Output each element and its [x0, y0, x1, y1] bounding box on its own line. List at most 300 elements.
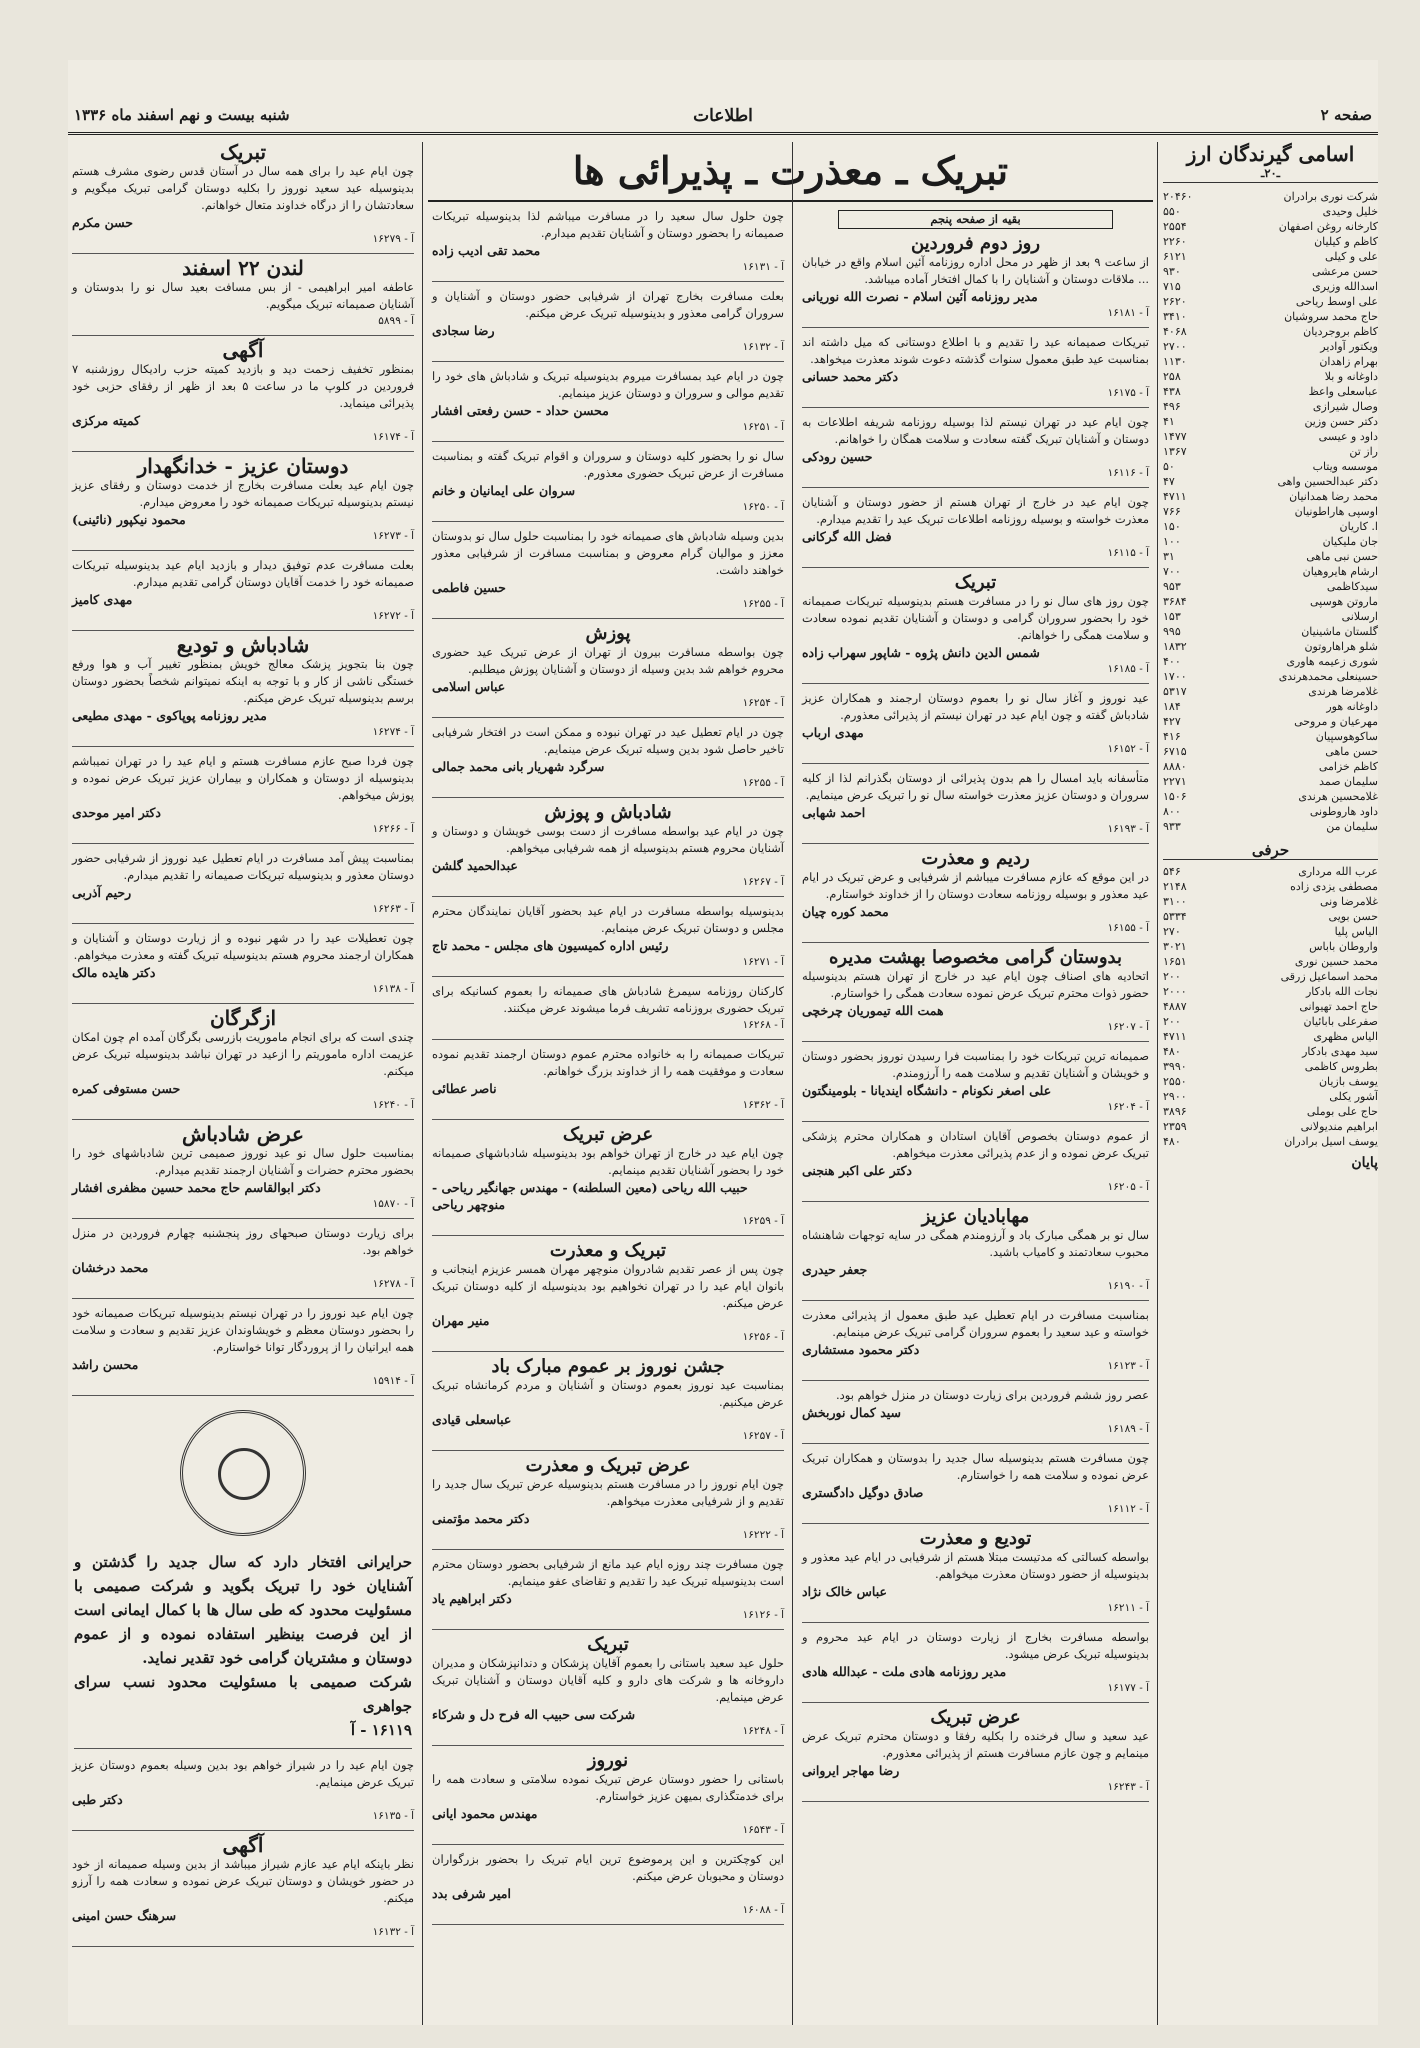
- notice-item: [432, 288, 784, 362]
- recipient-amount: ۱۵۰: [1163, 520, 1181, 533]
- notice-code: ۱۶۲۴۳ - آ: [1107, 1781, 1149, 1793]
- notice-signature: صادق دوگیل دادگستری: [802, 1485, 924, 1500]
- exchange-row: [1163, 954, 1378, 969]
- recipient-name: ارشام هایروهیان: [1302, 565, 1378, 578]
- notice-body: تبریکات صمیمانه عید را تقدیم و با اطلاع دوستانی که میل داشته اند بمناسبت عید طبق معمول سنوات گذشته دعوت شوند معذرت میخواهد.: [802, 335, 1149, 366]
- exchange-row: [1163, 564, 1378, 579]
- exchange-row: [1163, 444, 1378, 459]
- notice-signature: همت الله تیموریان چرخچی: [802, 1003, 944, 1018]
- recipient-name: داوغانه و بلا: [1324, 370, 1378, 383]
- exchange-row: [1163, 669, 1378, 684]
- recipient-amount: ۱۵۰۶: [1163, 790, 1187, 803]
- recipient-amount: ۱۸۴: [1163, 700, 1181, 713]
- notice-code: ۱۶۵۴۳ - آ: [742, 1824, 784, 1836]
- recipient-amount: ۷۰۰: [1163, 565, 1181, 578]
- notice-body: چون حلول سال سعید را در مسافرت میباشم لذا بدینوسیله تبریکات صمیمانه را بحضور دوستان و آشنایان تقدیم میدارم.: [432, 209, 784, 240]
- recipient-name: علی و کیلی: [1324, 250, 1378, 263]
- recipient-amount: ۱۷۰۰: [1163, 670, 1187, 683]
- exchange-row: [1163, 1014, 1378, 1029]
- notice-body: کارکنان روزنامه سیمرغ شادباش های صمیمانه را بعموم کسانیکه برای تبریک حضوری بروزنامه تشریف فرما میشوند عرض میکنند.: [432, 984, 784, 1015]
- recipient-name: بطروس کاظمی: [1304, 1060, 1378, 1073]
- exchange-row: [1163, 414, 1378, 429]
- exchange-title: اسامی گیرندگان ارز: [1186, 142, 1355, 166]
- notice-code: ۱۶۳۶۲ - آ: [742, 1099, 784, 1111]
- recipient-amount: ۳۶۸۴: [1163, 595, 1187, 608]
- notice-body: تبریکات صمیمانه را به خانواده محترم عموم دوستان ارجمند تقدیم نموده سعادت و موفقیت همه را از خداوند بزرگ خواهانم.: [432, 1047, 784, 1078]
- recipient-name: عرب الله مرداری: [1298, 865, 1378, 878]
- notice-body: در این موقع که عازم مسافرت میباشم از شرفیابی و عرض تبریک در ایام عید معذور و بوسیله روزنامه سعادت دوستان را از خداوند خواستارم.: [802, 870, 1149, 901]
- recipient-name: نجات الله بادکار: [1305, 985, 1378, 998]
- continued-label: بقیه از صفحه پنجم: [838, 210, 1113, 229]
- recipient-amount: ۹۹۵: [1163, 625, 1181, 638]
- recipient-name: یوسف بازیان: [1318, 1075, 1378, 1088]
- notice-signature: ناصر عطائی: [432, 1081, 497, 1096]
- exchange-row: [1163, 819, 1378, 834]
- notice-body: چون مسافرت هستم بدینوسیله سال جدید را بدوستان و همکاران تبریک عرض نموده و سلامت همه را خواستارم.: [802, 1451, 1149, 1482]
- recipient-amount: ۷۱۵: [1163, 280, 1181, 293]
- recipient-name: دکتر عبدالحسین واهی: [1277, 475, 1378, 488]
- notice-signature: محسن راشد: [72, 1357, 139, 1372]
- notice-item: [802, 770, 1149, 844]
- exchange-row: [1163, 624, 1378, 639]
- recipient-name: غلامحسین هرندی: [1298, 790, 1378, 803]
- recipient-amount: ۵۳۱۷: [1163, 685, 1187, 698]
- exchange-row: [1163, 984, 1378, 999]
- notice-body: چون ایام نوروز را در مسافرت هستم بدینوسیله عرض تبریک سال جدید را تقدیم و از شرفیابی معذرت میخواهم.: [432, 1477, 784, 1508]
- notice-code: ۱۶۲۷۱ - آ: [742, 956, 784, 968]
- exchange-list-2: [1163, 864, 1378, 1149]
- notice-body: چون در ایام عید بواسطه مسافرت از دست بوسی خویشان و دوستان و آشنایان محروم هستم بدینوسیله از همه شرفیابی میخواهم.: [432, 824, 784, 855]
- recipient-amount: ۳۸۹۶: [1163, 1105, 1187, 1118]
- exchange-row: [1163, 279, 1378, 294]
- recipient-amount: ۱۵۳: [1163, 610, 1181, 623]
- notices-column-4: [68, 142, 418, 2025]
- notice-signature: امیر شرفی بدد: [432, 1886, 511, 1901]
- notice-item: [72, 633, 414, 747]
- notice-code: ۱۶۲۶۷ - آ: [742, 876, 784, 888]
- notice-code: ۱۶۲۵۴ - آ: [742, 697, 784, 709]
- notice-item: [802, 235, 1149, 328]
- jeweler-ad-signature: شرکت صمیمی با مسئولیت محدود نسب سرای جواهری: [74, 1673, 412, 1715]
- notice-code: ۱۶۱۳۲ - آ: [372, 1926, 414, 1938]
- recipient-amount: ۲۹۰۰: [1163, 1090, 1187, 1103]
- notice-item: [432, 983, 784, 1040]
- exchange-section-title: حرفی: [1163, 842, 1378, 860]
- notice-body: متأسفانه باید امسال را هم بدون پذیرائی از دوستان بگذرانم لذا از کلیه سروران و دوستان عزیز معذرت خواسته سال نو را تبریک عرض مینمایم.: [802, 771, 1149, 802]
- recipient-name: دکتر حسن وزین: [1304, 415, 1378, 428]
- notice-body: عید نوروز و آغاز سال نو را بعموم دوستان ارجمند و همکاران عزیز شادباش گفته و چون ایام عید در تهران نیستم از پذیرائی معذورم.: [802, 691, 1149, 722]
- recipient-name: حاج احمد تهیوانی: [1299, 1000, 1378, 1013]
- notice-body: چون بواسطه مسافرت بیرون از تهران از عرض تبریک عید حضوری محروم خواهم شد بدین وسیله از دوستان و آشنایان پوزش میطلبم.: [432, 645, 784, 676]
- main-title: تبریک ـ معذرت ـ پذیرائی ها: [428, 142, 1153, 202]
- recipient-name: الیاس مظهری: [1313, 1030, 1378, 1043]
- recipient-amount: ۴۳۸: [1163, 385, 1181, 398]
- recipient-name: راز تن: [1349, 445, 1378, 458]
- notice-item: [432, 804, 784, 897]
- notice-code: ۱۶۱۸۹ - آ: [1107, 1423, 1149, 1435]
- column-divider: [792, 142, 793, 2025]
- recipient-amount: ۵۰: [1163, 460, 1175, 473]
- issue-date: شنبه بیست و نهم اسفند ماه ۱۳۳۶: [74, 106, 290, 124]
- notice-signature: عبدالحمید گلشن: [432, 858, 518, 873]
- notice-signature: علی اصغر نکونام - دانشگاه ایندیانا - بلومینگتون: [802, 1083, 1052, 1098]
- notice-body: چون در ایام عید بمسافرت میروم بدینوسیله تبریک و شادباش های خود را تقدیم موالی و سروران و دوستان عزیز مینمایم.: [432, 369, 784, 400]
- notice-item: [432, 1242, 784, 1352]
- notice-code: ۱۶۱۳۱ - آ: [742, 261, 784, 273]
- recipient-name: غلامرضا هرندی: [1308, 685, 1378, 698]
- notice-code: ۱۶۱۳۲ - آ: [742, 341, 784, 353]
- notice-code: ۱۶۲۱۱ - آ: [1107, 1602, 1149, 1614]
- notice-signature: دکتر هایده مالک: [72, 965, 156, 980]
- masthead: [68, 102, 1378, 135]
- notice-code: ۱۶۲۷۹ - آ: [372, 233, 414, 245]
- notice-item: [802, 1128, 1149, 1202]
- notice-signature: مدیر روزنامه هادی ملت - عبدالله هادی: [802, 1664, 1007, 1679]
- recipient-amount: ۲۷۰: [1163, 925, 1181, 938]
- notice-title: شادباش و تودیع: [176, 633, 310, 657]
- notice-item: [72, 930, 414, 1004]
- exchange-row: [1163, 1044, 1378, 1059]
- notice-title: ازگرگان: [209, 1006, 277, 1030]
- notice-item: [72, 256, 414, 336]
- recipient-name: ابراهیم مندیولانی: [1300, 1120, 1378, 1133]
- recipient-amount: ۴۰۰: [1163, 655, 1181, 668]
- notice-body: بواسطه مسافرت بخارج از زیارت دوستان در ایام عید محروم و بدینوسیله تبریک عرض میشود.: [802, 1630, 1149, 1661]
- notice-body: از ساعت ۹ بعد از ظهر در محل اداره روزنامه آئین اسلام واقع در خیابان ... ملاقات دوستان و آشنایان را با کمال افتخار آماده میباشد.: [802, 255, 1149, 286]
- exchange-row: [1163, 1104, 1378, 1119]
- recipient-name: مهرعیان و مروحی: [1294, 715, 1378, 728]
- notice-item: [802, 1450, 1149, 1524]
- notice-title: ردیم و معذرت: [921, 848, 1030, 869]
- notice-title: لندن ۲۲ اسفند: [182, 256, 304, 280]
- recipient-name: حسن ماهی: [1325, 745, 1378, 758]
- notice-body: بدین وسیله شادباش های صمیمانه خود را بمناسبت حلول سال نو بدوستان معزز و موالیان گرام معروض و بمناسبت مسافرت از شرفیابی معذور خواهند داشت.: [432, 529, 784, 577]
- notice-item: [432, 528, 784, 619]
- recipient-amount: ۴۹۶: [1163, 400, 1181, 413]
- jeweler-ad-code: ۱۶۱۱۹ - آ: [350, 1721, 412, 1739]
- notice-item: [432, 1358, 784, 1451]
- notices-column-2: [798, 208, 1153, 2025]
- notice-title: نوروز: [587, 1750, 629, 1771]
- notice-signature: جعفر حیدری: [802, 1262, 868, 1277]
- notice-code: ۱۶۲۴۸ - آ: [742, 1725, 784, 1737]
- exchange-row: [1163, 909, 1378, 924]
- recipient-name: محمد اسماعیل زرقی: [1280, 970, 1378, 983]
- recipient-name: حسینعلی محمدهرندی: [1278, 670, 1378, 683]
- recipient-amount: ۹۳۳: [1163, 820, 1181, 833]
- notice-item: [802, 850, 1149, 943]
- recipient-name: حسن مرعشی: [1312, 265, 1378, 278]
- recipient-name: ساکوهوسپیان: [1315, 730, 1378, 743]
- notice-code: ۱۶۱۳۸ - آ: [372, 983, 414, 995]
- exchange-row: [1163, 924, 1378, 939]
- notice-item: [802, 1387, 1149, 1444]
- notice-signature: دکتر امیر موحدی: [72, 805, 161, 820]
- exchange-column: [1163, 142, 1378, 2025]
- notice-item: [802, 1709, 1149, 1802]
- recipient-amount: ۲۵۵۴: [1163, 220, 1187, 233]
- notice-code: ۱۶۲۰۷ - آ: [1107, 1021, 1149, 1033]
- notice-signature: مدیر روزنامه پوپاکوی - مهدی مطیعی: [72, 708, 267, 723]
- notice-code: ۱۶۱۹۳ - آ: [1107, 823, 1149, 835]
- notice-title: روز دوم فروردین: [910, 233, 1041, 254]
- notice-signature: محمد کوره چیان: [802, 904, 889, 919]
- notice-title: تبریک: [954, 572, 997, 593]
- notice-code: ۱۶۲۶۸ - آ: [742, 1019, 784, 1031]
- exchange-row: [1163, 774, 1378, 789]
- recipient-name: ارسلانی: [1341, 610, 1378, 623]
- notice-title: عرض تبریک و معذرت: [525, 1455, 691, 1476]
- notice-signature: سرگرد شهریار بانی محمد جمالی: [432, 759, 605, 774]
- recipient-amount: ۴۲۷: [1163, 715, 1181, 728]
- exchange-row: [1163, 294, 1378, 309]
- recipient-name: کاظم بروجردیان: [1303, 325, 1378, 338]
- notice-signature: محمود نیکپور (نائینی): [72, 512, 186, 527]
- notice-item: [432, 1457, 784, 1550]
- notice-item: [432, 1636, 784, 1746]
- notice-body: از عموم دوستان بخصوص آقایان استادان و همکاران محترم پزشکی تبریک عرض نموده و از عدم پذیرائی معذرت میخواهم.: [802, 1129, 1149, 1160]
- recipient-amount: ۴۷۱۱: [1163, 1030, 1187, 1043]
- recipient-name: غلامرضا ونی: [1319, 895, 1378, 908]
- notice-body: چندی است که برای انجام ماموریت بازرسی بگرگان آمده ام چون امکان عزیمت اداره ماموریتم را ازعید در تهران نباشد بدینوسیله تبریک عرض میکنم.: [72, 1030, 414, 1078]
- notice-body: اتحادیه های اصناف چون ایام عید در خارج از تهران هستم بدینوسیله حضور ذوات محترم تبریک عرض نموده سعادت همگی را خواستارم.: [802, 969, 1149, 1000]
- recipient-amount: ۱۰۰: [1163, 535, 1181, 548]
- notice-code: ۱۶۲۵۵ - آ: [742, 777, 784, 789]
- notice-item: [432, 208, 784, 282]
- exchange-row: [1163, 264, 1378, 279]
- notice-code: ۱۶۱۳۵ - آ: [372, 1810, 414, 1822]
- notice-code: ۱۶۱۵۲ - آ: [1107, 743, 1149, 755]
- exchange-row: [1163, 369, 1378, 384]
- exchange-row: [1163, 1119, 1378, 1134]
- column-divider: [422, 142, 423, 2025]
- notice-title: تبریک و معذرت: [549, 1240, 667, 1261]
- notice-body: چون ایام عید در تهران نیستم لذا بوسیله روزنامه شریفه اطلاعات به دوستان و آشنایان تبریک گفته سعادت و سلامت همگان را خواهانم.: [802, 415, 1149, 446]
- notice-code: ۱۶۱۱۶ - آ: [1107, 467, 1149, 479]
- exchange-row: [1163, 534, 1378, 549]
- notice-item: [802, 1048, 1149, 1122]
- notice-body: چون ایام عید در خارج از تهران هستم از حضور دوستان و آشنایان معذرت خواسته و بوسیله روزنامه اطلاعات تبریک عید را تقدیم میدارم.: [802, 495, 1149, 526]
- notice-item: [802, 414, 1149, 488]
- notice-body: چون در ایام تعطیل عید در تهران نبوده و ممکن است در افتخار شرفیابی تاخیر حاصل شود بدین وسیله تبریک عرض مینمایم.: [432, 725, 784, 756]
- notice-signature: سرهنگ حسن امینی: [72, 1908, 177, 1923]
- recipient-amount: ۳۱۰۰: [1163, 895, 1187, 908]
- exchange-row: [1163, 684, 1378, 699]
- notice-title: تبریک: [587, 1634, 629, 1655]
- notice-item: [802, 1307, 1149, 1381]
- notice-title: عرض تبریک: [930, 1707, 1021, 1728]
- recipient-name: ویکتور آوادیر: [1320, 340, 1378, 353]
- notice-item: [432, 903, 784, 977]
- recipient-amount: ۲۵۵۰: [1163, 1075, 1187, 1088]
- exchange-row: [1163, 519, 1378, 534]
- exchange-row: [1163, 354, 1378, 369]
- recipient-amount: ۶۷۱۵: [1163, 745, 1187, 758]
- notice-body: بمناسبت حلول سال نو عید نوروز صمیمی ترین شادباشهای خود را بحضور محترم حضرات و آشنایان ارجمند تقدیم میدارم.: [72, 1146, 414, 1177]
- notice-signature: عباس اسلامی: [432, 679, 506, 694]
- exchange-row: [1163, 639, 1378, 654]
- recipient-name: بهرام زاهدان: [1319, 355, 1378, 368]
- exchange-row: [1163, 204, 1378, 219]
- notice-item: [432, 1046, 784, 1120]
- notice-signature: محمد درخشان: [72, 1260, 149, 1275]
- recipient-name: کاظم خزامی: [1318, 760, 1378, 773]
- notice-body: بمناسبت پیش آمد مسافرت در ایام تعطیل عید نوروز از شرفیابی حضور دوستان معذور و بدینوسیله تبریکات صمیمانه را تقدیم میدارم.: [72, 851, 414, 882]
- exchange-row: [1163, 729, 1378, 744]
- notice-code: ۱۵۹۱۴ - آ: [372, 1375, 414, 1387]
- exchange-row: [1163, 219, 1378, 234]
- notice-title: جشن نوروز بر عموم مبارک باد: [491, 1356, 725, 1377]
- recipient-name: ماروتن هوسپی: [1310, 595, 1378, 608]
- notice-code: ۱۶۱۷۴ - آ: [372, 431, 414, 443]
- notice-signature: دکتر محمود مستشاری: [802, 1342, 920, 1357]
- notice-body: عصر روز ششم فروردین برای زیارت دوستان در منزل خواهم بود.: [836, 1388, 1149, 1402]
- recipient-amount: ۴۱۶: [1163, 730, 1181, 743]
- recipient-amount: ۲۰۰: [1163, 1015, 1181, 1028]
- recipient-name: خلیل وحیدی: [1322, 205, 1378, 218]
- notice-code: ۱۶۲۷۴ - آ: [372, 726, 414, 738]
- recipient-amount: ۲۲۶۰: [1163, 235, 1187, 248]
- notice-title: عرض شادباش: [182, 1122, 304, 1146]
- notice-code: ۱۶۲۷۸ - آ: [372, 1278, 414, 1290]
- recipient-name: صفرعلی بابائیان: [1303, 1015, 1378, 1028]
- recipient-amount: ۲۰۰: [1163, 970, 1181, 983]
- recipient-name: سید مهدی بادکار: [1302, 1045, 1378, 1058]
- end-label: پایان: [1351, 1155, 1378, 1171]
- notice-signature: رئیس اداره کمیسیون های مجلس - محمد تاج: [432, 938, 669, 953]
- notice-body: چون روز های سال نو را در مسافرت هستم بدینوسیله تبریکات صمیمانه خود را بحضور سروران گرامی و دوستان و آشنایان تقدیم نموده سعادت و سلامت همگی را خواهانم.: [802, 594, 1149, 642]
- notice-code: ۱۶۲۶۶ - آ: [372, 823, 414, 835]
- notice-signature: دکتر طبی: [72, 1792, 123, 1807]
- exchange-row: [1163, 999, 1378, 1014]
- notice-body: این کوچکترین و این پرموضوع ترین ایام تبریک را بحضور بزرگواران دوستان و محبوبان عرض میکنم.: [432, 1852, 784, 1883]
- notice-body: باستانی را حضور دوستان عرض تبریک نموده سلامتی و سعادت همه را برای خدمتگذاری بمیهن عزیز خواستارم.: [432, 1772, 784, 1803]
- recipient-amount: ۲۳۵۹: [1163, 1120, 1187, 1133]
- notice-item: [72, 1305, 414, 1396]
- recipient-amount: ۱۴۷۷: [1163, 430, 1187, 443]
- notice-code: ۵۸۹۹ - آ: [378, 315, 414, 327]
- notice-body: بواسطه کسالتی که مدتیست مبتلا هستم از شرفیابی در ایام عید معذور و بدینوسیله از حضور دوستان معذرت میخواهم.: [802, 1550, 1149, 1581]
- exchange-row: [1163, 249, 1378, 264]
- recipient-name: آشور یکلی: [1329, 1090, 1378, 1103]
- notice-code: ۱۶۲۷۲ - آ: [372, 610, 414, 622]
- notice-body: چون پس از عصر تقدیم شادروان منوچهر مهران همسر عزیزم اینجانب و بانوان ایام عید را در تهران نخواهیم بود بدینوسیله از کلیه دوستان تبریک عرض میکنم.: [432, 1262, 784, 1310]
- notice-body: بدینوسیله بواسطه مسافرت در ایام عید بحضور آقایان نمایندگان محترم مجلس و دوستان تبریک عرض مینمایم.: [432, 904, 784, 935]
- notice-body: عاطفه امیر ابراهیمی - از بس مسافت بعید سال نو را بدوستان و آشنایان صمیمانه تبریک میگویم.: [72, 280, 414, 311]
- exchange-list: [1163, 189, 1378, 834]
- recipient-name: محمد حسین نوری: [1294, 955, 1378, 968]
- notice-item: [432, 1556, 784, 1630]
- notice-signature: محسن حداد - حسن رفعتی افشار: [432, 403, 609, 418]
- exchange-row: [1163, 744, 1378, 759]
- notice-signature: حسن مستوفی کمره: [72, 1081, 181, 1096]
- notice-body: بمناسبت عید نوروز بعموم دوستان و آشنایان و مردم کرمانشاه تبریک عرض میکنیم.: [432, 1378, 784, 1409]
- notice-item: [802, 574, 1149, 684]
- recipient-amount: ۹۵۳: [1163, 580, 1181, 593]
- notice-signature: مهدی ارباب: [802, 725, 864, 740]
- notice-item: [72, 338, 414, 452]
- notice-title: دوستان عزیز - خدانگهدار: [137, 454, 349, 478]
- notice-body: چون ایام عید بعلت مسافرت بخارج از خدمت دوستان و رفقای عزیز نیستم بدینوسیله تبریکات صمیمانه خود را معروض میدارم.: [72, 478, 414, 509]
- notice-body: بمنظور تخفیف زحمت دید و بازدید کمیته حزب رادیکال روزشنبه ۷ فروردین در کلوپ ما در ساعت ۵ بعد از ظهر از رفقای حزبی خود پذیرائی مینماید.: [72, 362, 414, 410]
- recipient-amount: ۱۸۳۲: [1163, 640, 1187, 653]
- recipient-name: جان ملیکیان: [1322, 535, 1378, 548]
- notice-signature: مهندس محمود ایانی: [432, 1806, 538, 1821]
- notice-signature: دکتر علی اکبر هنجنی: [802, 1163, 912, 1178]
- exchange-row: [1163, 549, 1378, 564]
- recipient-amount: ۴۸۸۷: [1163, 1000, 1187, 1013]
- exchange-row: [1163, 969, 1378, 984]
- recipient-amount: ۶۱۲۱: [1163, 250, 1187, 263]
- jeweler-ad: [74, 1550, 412, 1749]
- notice-code: ۱۶۲۲۲ - آ: [742, 1529, 784, 1541]
- recipient-amount: ۳۹۹۰: [1163, 1060, 1187, 1073]
- notice-item: [802, 1629, 1149, 1703]
- recipient-amount: ۴۱: [1163, 415, 1175, 428]
- notice-signature: دکتر محمد حسانی: [802, 369, 899, 384]
- recipient-name: سیدکاظمی: [1326, 580, 1378, 593]
- notice-body: سال نو بر همگی مبارک باد و آرزومندم همگی در سایه توجهات شاهنشاه محبوب سعادتمند و کامیاب باشید.: [802, 1228, 1149, 1259]
- recipient-name: یوسف اسیل برادران: [1284, 1135, 1378, 1148]
- notice-body: بمناسبت مسافرت در ایام تعطیل عید طبق معمول از پذیرائی معذرت خواسته و عید سعید را بعموم سروران گرامی تبریک عرض مینمایم.: [802, 1308, 1149, 1339]
- notice-signature: مدیر روزنامه آئین اسلام - نصرت الله نوریانی: [802, 289, 1038, 304]
- exchange-row: [1163, 309, 1378, 324]
- notice-title: آگهی: [222, 338, 264, 362]
- recipient-name: مصطفی یزدی زاده: [1290, 880, 1378, 893]
- notice-item: [72, 1006, 414, 1120]
- notice-signature: سید کمال نوربخش: [802, 1405, 902, 1420]
- exchange-row: [1163, 939, 1378, 954]
- notice-body: چون ایام عید نوروز را در تهران نیستم بدینوسیله تبریکات صمیمانه خود را بحضور دوستان معظم و خویشاوندان عزیز تقدیم و سعادت و سلامت همه ایرانیان را از پروردگار توانا خواستارم.: [72, 1306, 414, 1354]
- page-number: صفحه ۲: [1320, 106, 1372, 124]
- recipient-name: داود و عیسی: [1318, 430, 1378, 443]
- recipient-name: سلیمان صمد: [1319, 775, 1378, 788]
- recipient-name: واروطان باباس: [1309, 940, 1378, 953]
- recipient-amount: ۵۳۳۴: [1163, 910, 1187, 923]
- recipient-name: ا. کاریان: [1339, 520, 1378, 533]
- notice-body: چون ایام عید را در شیراز خواهم بود بدین وسیله بعموم دوستان عزیز تبریک عرض مینمایم.: [72, 1758, 414, 1789]
- notice-code: ۱۵۸۷۰ - آ: [372, 1198, 414, 1210]
- recipient-amount: ۸۸۸۰: [1163, 760, 1187, 773]
- exchange-row: [1163, 474, 1378, 489]
- exchange-row: [1163, 234, 1378, 249]
- notice-item: [72, 454, 414, 551]
- notice-body: صمیمانه ترین تبریکات خود را بمناسبت فرا رسیدن نوروز بحضور دوستان و خویشان و آشنایان تقدیم و سلامت همه را آرزومندم.: [802, 1049, 1149, 1080]
- notice-code: ۱۶۱۷۵ - آ: [1107, 387, 1149, 399]
- column-divider: [1157, 142, 1158, 2025]
- notice-signature: احمد شهابی: [802, 805, 866, 820]
- notice-body: چون بنا بتجویز پزشک معالج خویش بمنظور تغییر آب و هوا ورفع خستگی ناشی از کار و با توجه به اینکه نمیتوانم شخصاً بحضور دوستان برسم بدینوسیله تبریک عرض میکنم.: [72, 657, 414, 705]
- notice-item: [802, 494, 1149, 568]
- recipient-name: شلو هراهاروتون: [1304, 640, 1378, 653]
- exchange-row: [1163, 879, 1378, 894]
- notice-title: تودیع و معذرت: [919, 1528, 1032, 1549]
- recipient-amount: ۱۱۳۰: [1163, 355, 1187, 368]
- exchange-row: [1163, 804, 1378, 819]
- notice-item: [802, 1208, 1149, 1301]
- notice-title: عرض تبریک: [562, 1124, 654, 1145]
- notice-item: [802, 949, 1149, 1042]
- recipient-amount: ۴۷: [1163, 475, 1175, 488]
- notice-body: چون ایام عید را برای همه سال در آستان قدس رضوی مشرف هستم بدینوسیله عید سعید نوروز را بکلیه دوستان گرامی تبریک میگویم و سعادتشان را از درگاه خداوند متعال خواهانم.: [72, 164, 414, 212]
- notice-title: آگهی: [222, 1833, 264, 1857]
- exchange-row: [1163, 429, 1378, 444]
- notice-item: [432, 368, 784, 442]
- recipient-name: حسن نبی ماهی: [1306, 550, 1378, 563]
- notice-signature: رضا مهاجر ایروانی: [802, 1763, 900, 1778]
- recipient-name: علی اوسط ریاحی: [1295, 295, 1378, 308]
- notice-code: ۱۶۱۵۵ - آ: [1107, 922, 1149, 934]
